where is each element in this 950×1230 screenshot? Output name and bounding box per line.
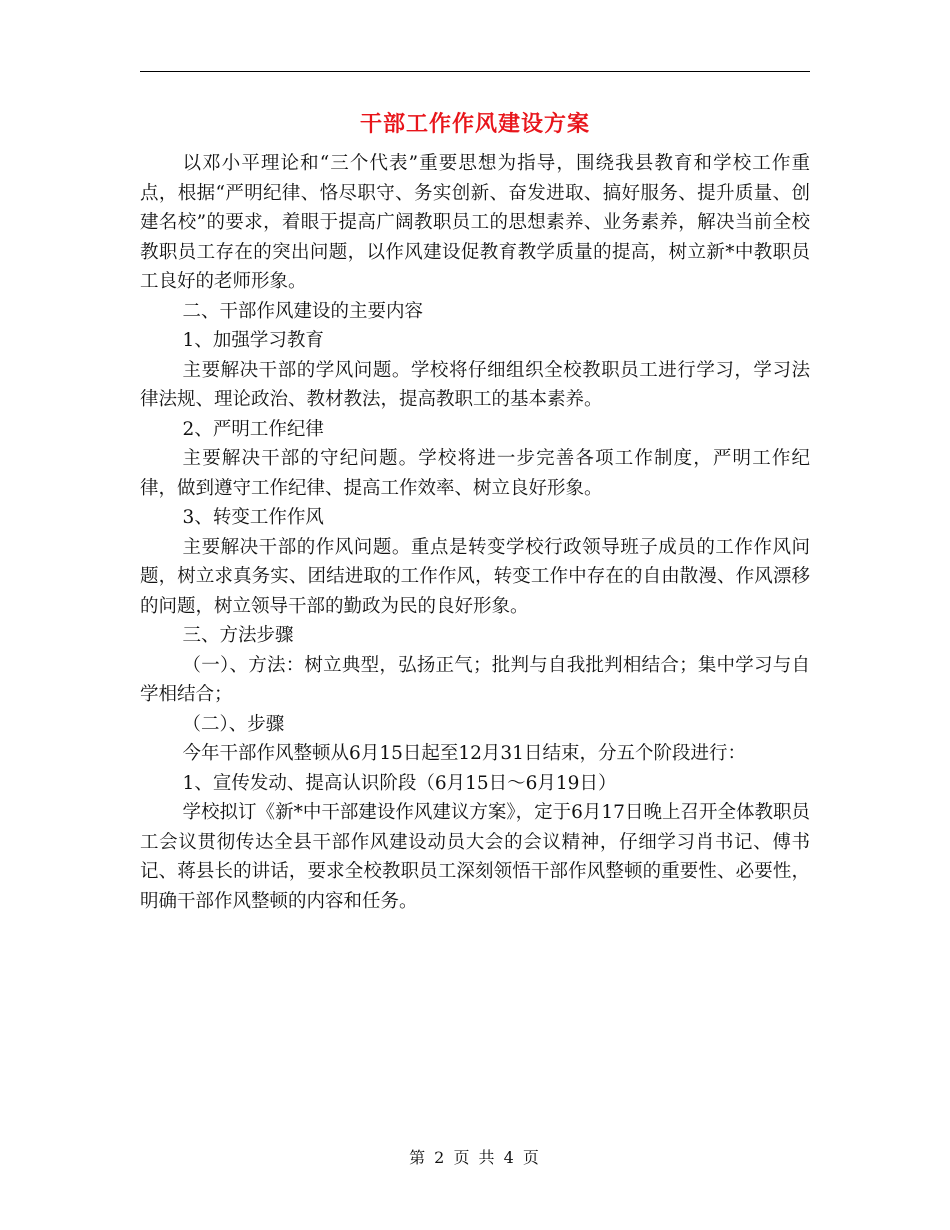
paragraph-stage-1: 学校拟订《新*中干部建设作风建议方案》，定于6月17日晚上召开全体教职员工会议贯彻传达全县干部作风建设动员大会的会议精神，仔细学习肖书记、傅书记、蒋县长的讲话，要求全校教职员工深刻领悟干部作风整顿的重要性、必要性，明确干部作风整顿的内容和任务。 — [140, 802, 810, 912]
paragraph-intro: 以邓小平理论和“三个代表”重要思想为指导，围绕我县教育和学校工作重点，根据“严明纪律、恪尽职守、务实创新、奋发进取、搞好服务、提升质量、创建名校”的要求，着眼于提高广阔教职员工的思想素养、业务素养，解决当前全校教职员工存在的突出问题，以作风建设促教育教学质量的提高，树立新*中教职员工良好的老师形象。 — [140, 153, 810, 292]
paragraph-discipline: 主要解决干部的守纪问题。学校将进一步完善各项工作制度，严明工作纪律，做到遵守工作纪律、提高工作效率、树立良好形象。 — [140, 448, 810, 499]
subheading-1: 1、加强学习教育 — [182, 330, 324, 351]
paragraph-schedule: 今年干部作风整顿从6月15日起至12月31日结束，分五个阶段进行： — [182, 743, 746, 764]
paragraph-methods: （一）、方法：树立典型，弘扬正气；批判与自我批判相结合；集中学习与自学相结合； — [140, 654, 810, 705]
stage-heading-1: 1、宣传发动、提高认识阶段（6月15日～6月19日） — [182, 772, 617, 794]
document-body — [140, 149, 810, 916]
subheading-steps: （二）、步骤 — [182, 713, 285, 735]
subheading-3: 3、转变工作作风 — [182, 507, 324, 528]
paragraph-style: 主要解决干部的作风问题。重点是转变学校行政领导班子成员的工作作风问题，树立求真务实、团结进取的工作作风，转变工作中存在的自由散漫、作风漂移的问题，树立领导干部的勤政为民的良好形象。 — [140, 536, 810, 617]
document-title: 干部工作作风建设方案 — [359, 111, 590, 137]
header-rule — [140, 71, 810, 72]
page-number: 第 2 页 共 4 页 — [409, 1148, 541, 1167]
subheading-2: 2、严明工作纪律 — [182, 418, 324, 440]
section-heading-2: 二、干部作风建设的主要内容 — [182, 300, 424, 322]
paragraph-study: 主要解决干部的学风问题。学校将仔细组织全校教职员工进行学习，学习法律法规、理论政治、教材教法，提高教职工的基本素养。 — [140, 359, 810, 410]
section-heading-3: 三、方法步骤 — [182, 625, 294, 646]
